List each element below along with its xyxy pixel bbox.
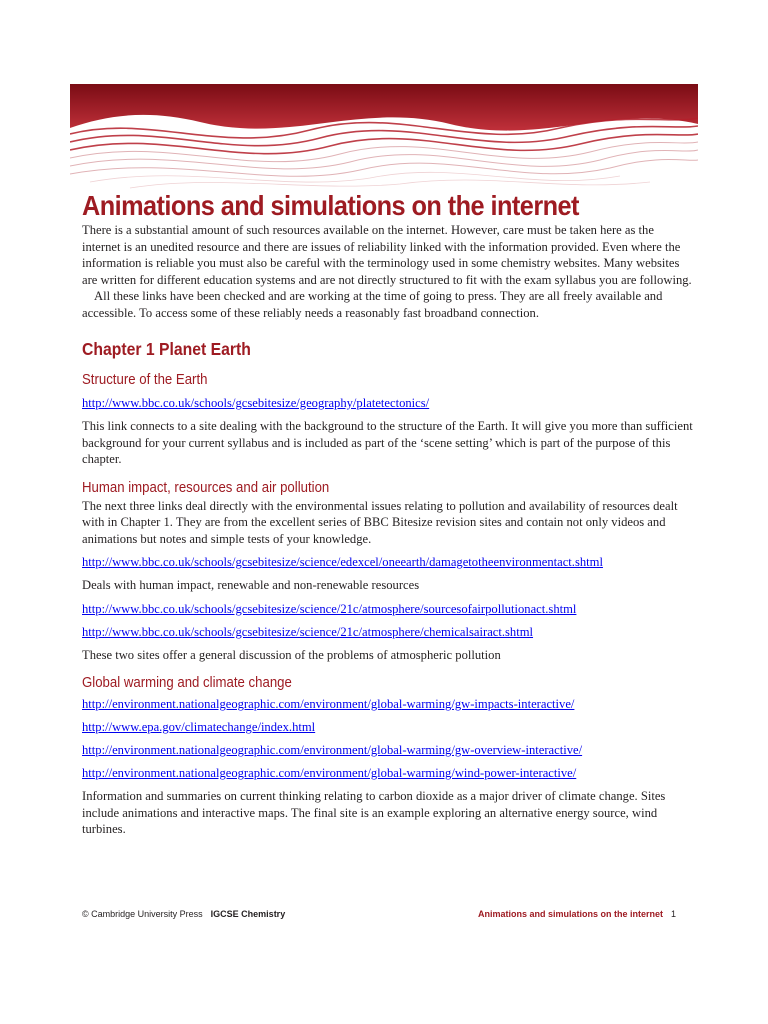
link-epa-climate[interactable]: http://www.epa.gov/climatechange/index.html	[82, 720, 316, 734]
wave-graphic	[70, 84, 698, 192]
page-footer	[82, 909, 676, 919]
link-damage-environment[interactable]: http://www.bbc.co.uk/schools/gcsebitesize/science/edexcel/oneearth/damagetotheenvironmentact.shtml	[82, 555, 603, 569]
section-paragraph: These two sites offer a general discussion of the problems of atmospheric pollution	[82, 647, 501, 662]
running-title: Animations and simulations on the internet	[477, 909, 663, 919]
page-number: 1	[670, 909, 676, 919]
book-title: IGCSE Chemistry	[210, 909, 286, 919]
intro-section	[82, 222, 694, 321]
link-structure-earth[interactable]: http://www.bbc.co.uk/schools/gcsebitesize/geography/platetectonics/	[82, 396, 430, 410]
page-title: Animations and simulations on the internet	[82, 190, 579, 221]
footer-right	[478, 909, 676, 919]
link-gw-impacts[interactable]: http://environment.nationalgeographic.com/environment/global-warming/gw-impacts-interactive/	[82, 697, 575, 711]
footer-left	[82, 909, 285, 919]
intro-paragraph: All these links have been checked and are working at the time of going to press. They are all freely available and accessible. To access some of these reliably needs a reasonably fast broadband connection.	[82, 289, 663, 320]
section-heading-human-impact: Human impact, resources and air pollution	[82, 478, 330, 496]
section-heading-global-warming: Global warming and climate change	[82, 674, 292, 691]
link-sources-air-pollution[interactable]: http://www.bbc.co.uk/schools/gcsebitesize/science/21c/atmosphere/sourcesofairpollutionact.shtml	[82, 601, 577, 616]
copyright-text: © Cambridge University Press	[82, 909, 203, 919]
section-heading-structure: Structure of the Earth	[82, 371, 208, 388]
section-paragraph: Information and summaries on current thinking relating to carbon dioxide as a major driver of climate change. Sites include animations and interactive maps. The final site is an example exploring an alternative energy source, wind turbines.	[82, 789, 666, 836]
section-paragraph: This link connects to a site dealing with the background to the structure of the Earth. It will give you more than sufficient background for your current syllabus and is included as part of the ‘scene setting’ which is part of the purpose of this chapter.	[82, 419, 693, 466]
link-chemicals-air[interactable]: http://www.bbc.co.uk/schools/gcsebitesize/science/21c/atmosphere/chemicalsairact.shtml	[82, 624, 534, 639]
intro-paragraph: There is a substantial amount of such resources available on the internet. However, care must be taken here as the internet is an unedited resource and there are issues of reliability linked with the information provided. Even where the information is reliable you must also be careful with the terminology used in some chemistry websites. Many websites are written for different education systems and are not directly structured to fit with the exam syllabus you are following.	[82, 223, 692, 287]
link-gw-overview[interactable]: http://environment.nationalgeographic.com/environment/global-warming/gw-overview-interactive/	[82, 743, 583, 757]
chapter-heading: Chapter 1 Planet Earth	[82, 339, 251, 359]
link-wind-power[interactable]: http://environment.nationalgeographic.com/environment/global-warming/wind-power-interactive/	[82, 766, 577, 780]
section-paragraph: The next three links deal directly with the environmental issues relating to pollution and availability of resources dealt with in Chapter 1. They are from the excellent series of BBC Bitesize revision sites and contain not only videos and animations but notes and simple tests of your knowledge.	[82, 498, 678, 546]
decorative-wave-banner	[70, 84, 698, 192]
page-content	[82, 190, 694, 838]
section-paragraph: Deals with human impact, renewable and non-renewable resources	[82, 578, 420, 592]
